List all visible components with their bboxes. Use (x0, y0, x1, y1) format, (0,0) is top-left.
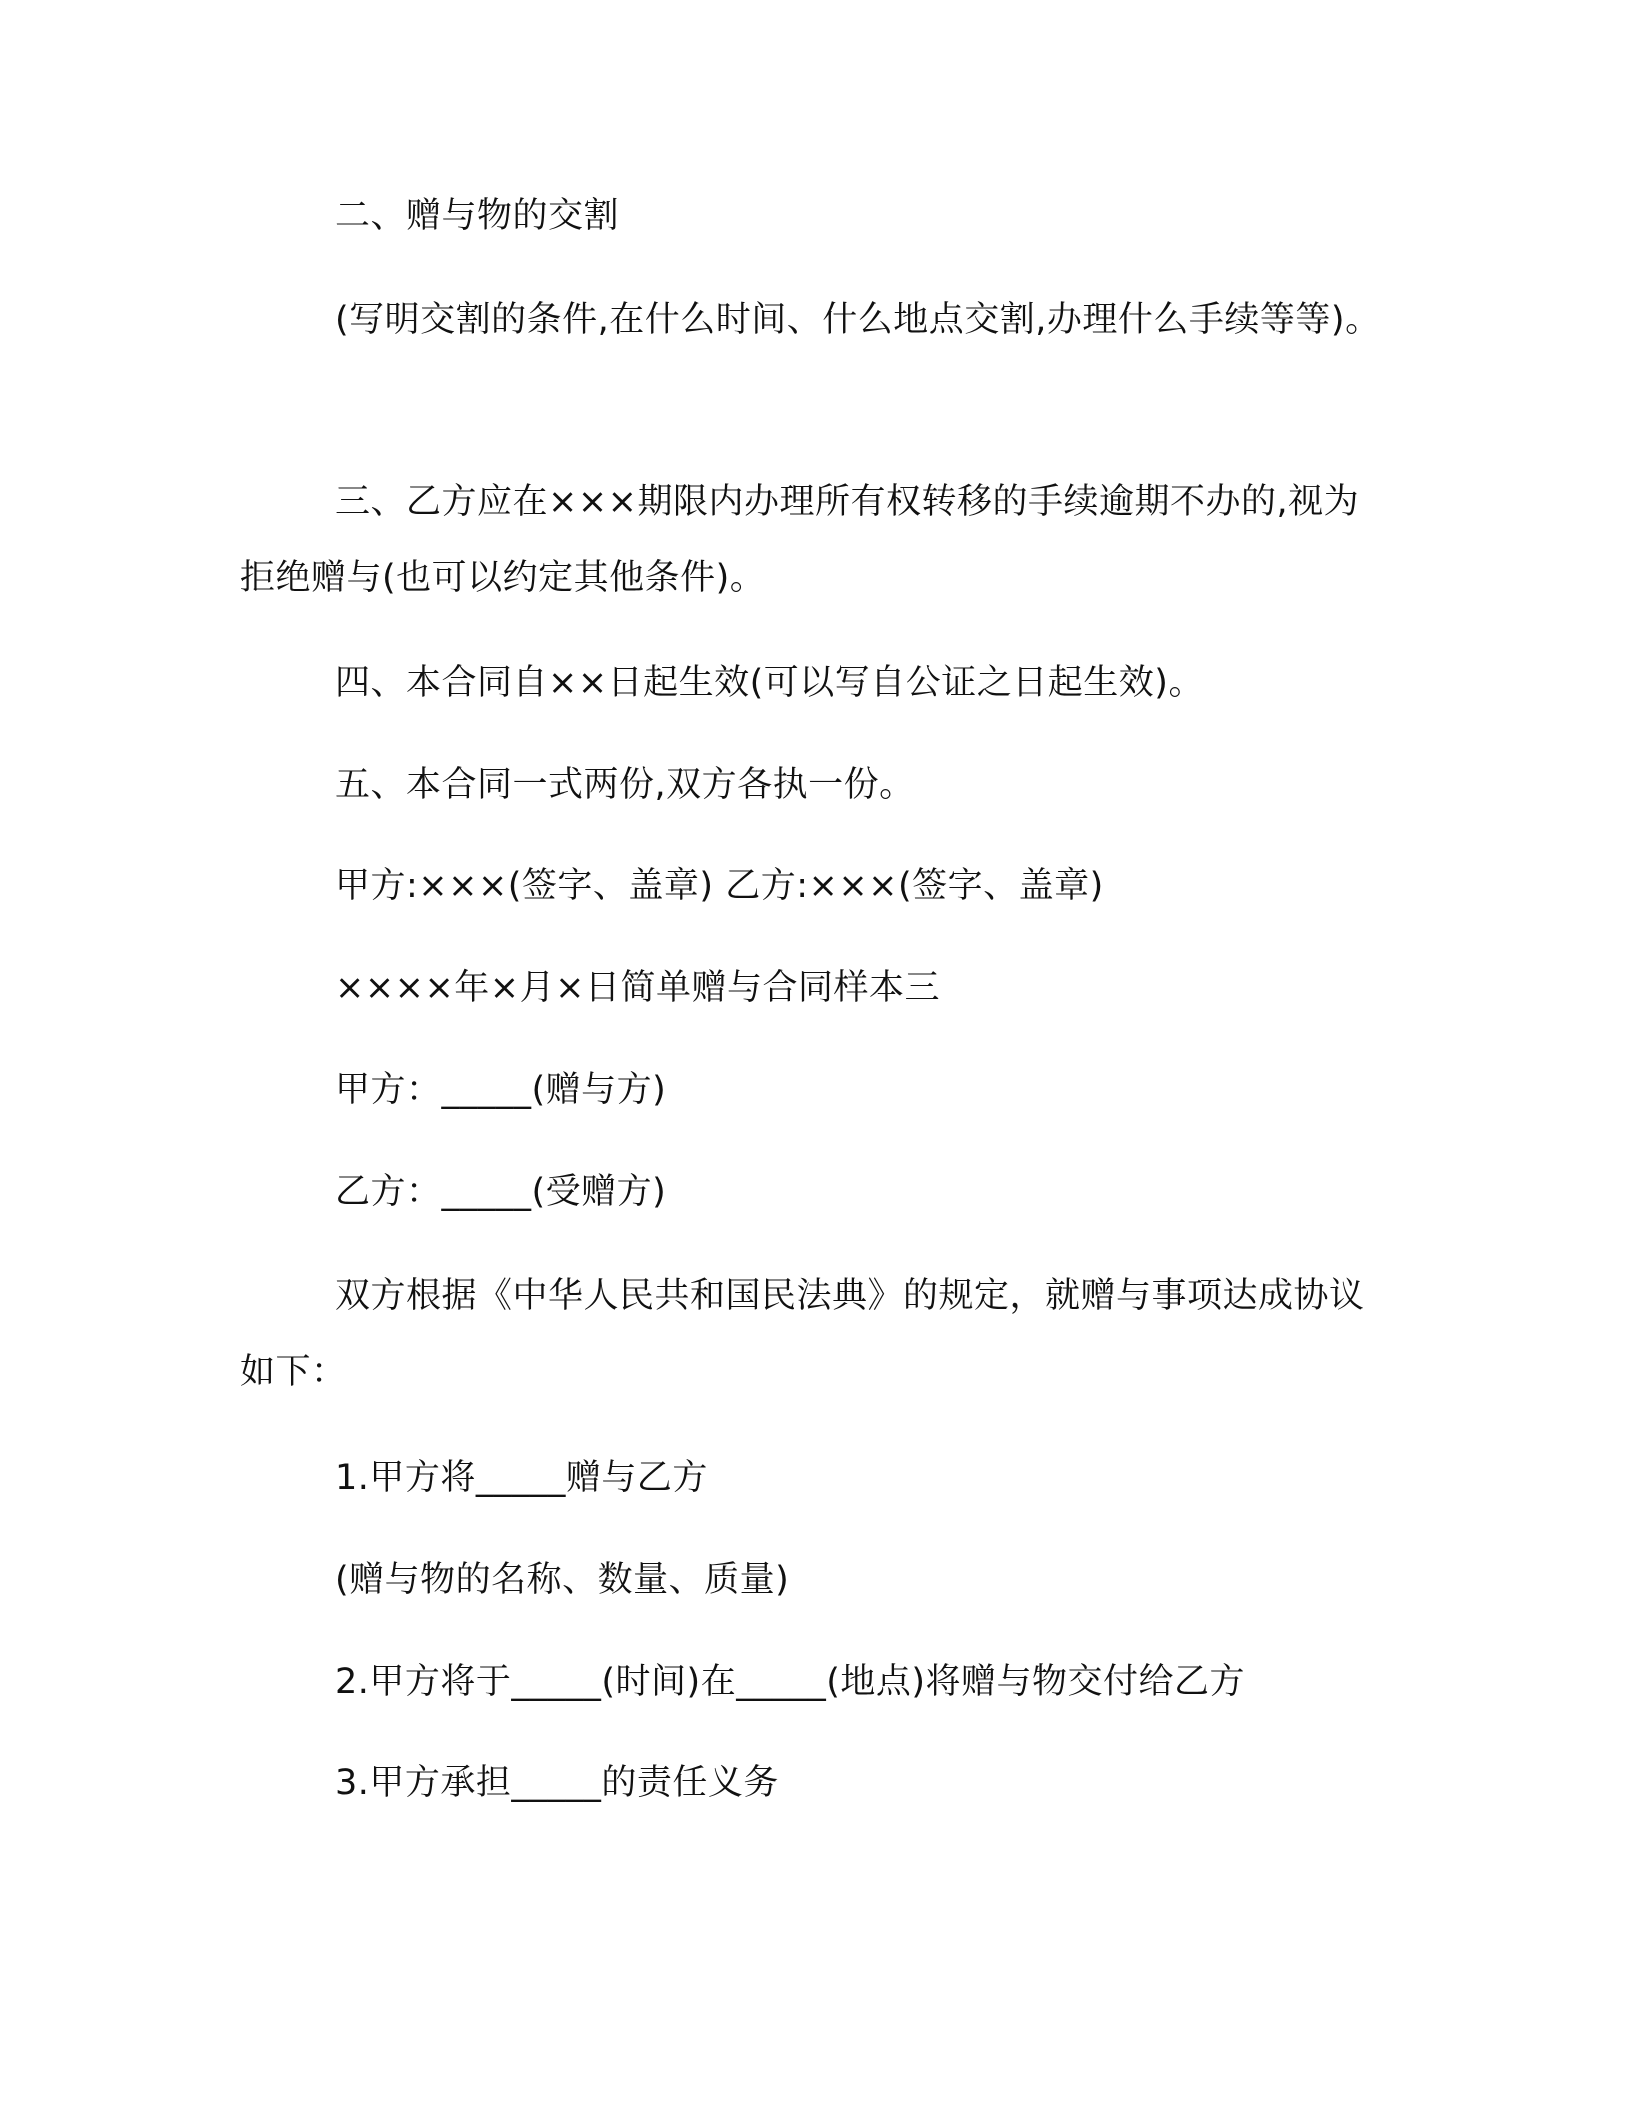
section-2-heading: 二、赠与物的交割 (335, 196, 620, 236)
agreement-preamble: 双方根据《中华人民共和国民法典》的规定，就赠与事项达成协议如下： (240, 1276, 1365, 1392)
party-b-line: 乙方：_____(受赠方) (335, 1172, 667, 1212)
section-2-body: (写明交割的条件,在什么时间、什么地点交割,办理什么手续等等)。 (335, 300, 1381, 340)
party-a-line: 甲方：_____(赠与方) (335, 1070, 667, 1110)
date-and-sample-title: ××××年×月×日简单赠与合同样本三 (335, 968, 940, 1008)
clause-1-note: (赠与物的名称、数量、质量) (335, 1560, 790, 1600)
signature-line: 甲方:×××(签字、盖章) 乙方:×××(签字、盖章) (335, 866, 1104, 906)
section-3-body: 三、乙方应在×××期限内办理所有权转移的手续逾期不办的,视为拒绝赠与(也可以约定其他条件)。 (240, 482, 1360, 598)
clause-3: 3.甲方承担_____的责任义务 (335, 1763, 779, 1803)
clause-2: 2.甲方将于_____(时间)在_____(地点)将赠与物交付给乙方 (335, 1662, 1246, 1702)
section-4-body: 四、本合同自××日起生效(可以写自公证之日起生效)。 (335, 663, 1204, 703)
section-5-body: 五、本合同一式两份,双方各执一份。 (335, 765, 915, 805)
clause-1: 1.甲方将_____赠与乙方 (335, 1458, 708, 1498)
